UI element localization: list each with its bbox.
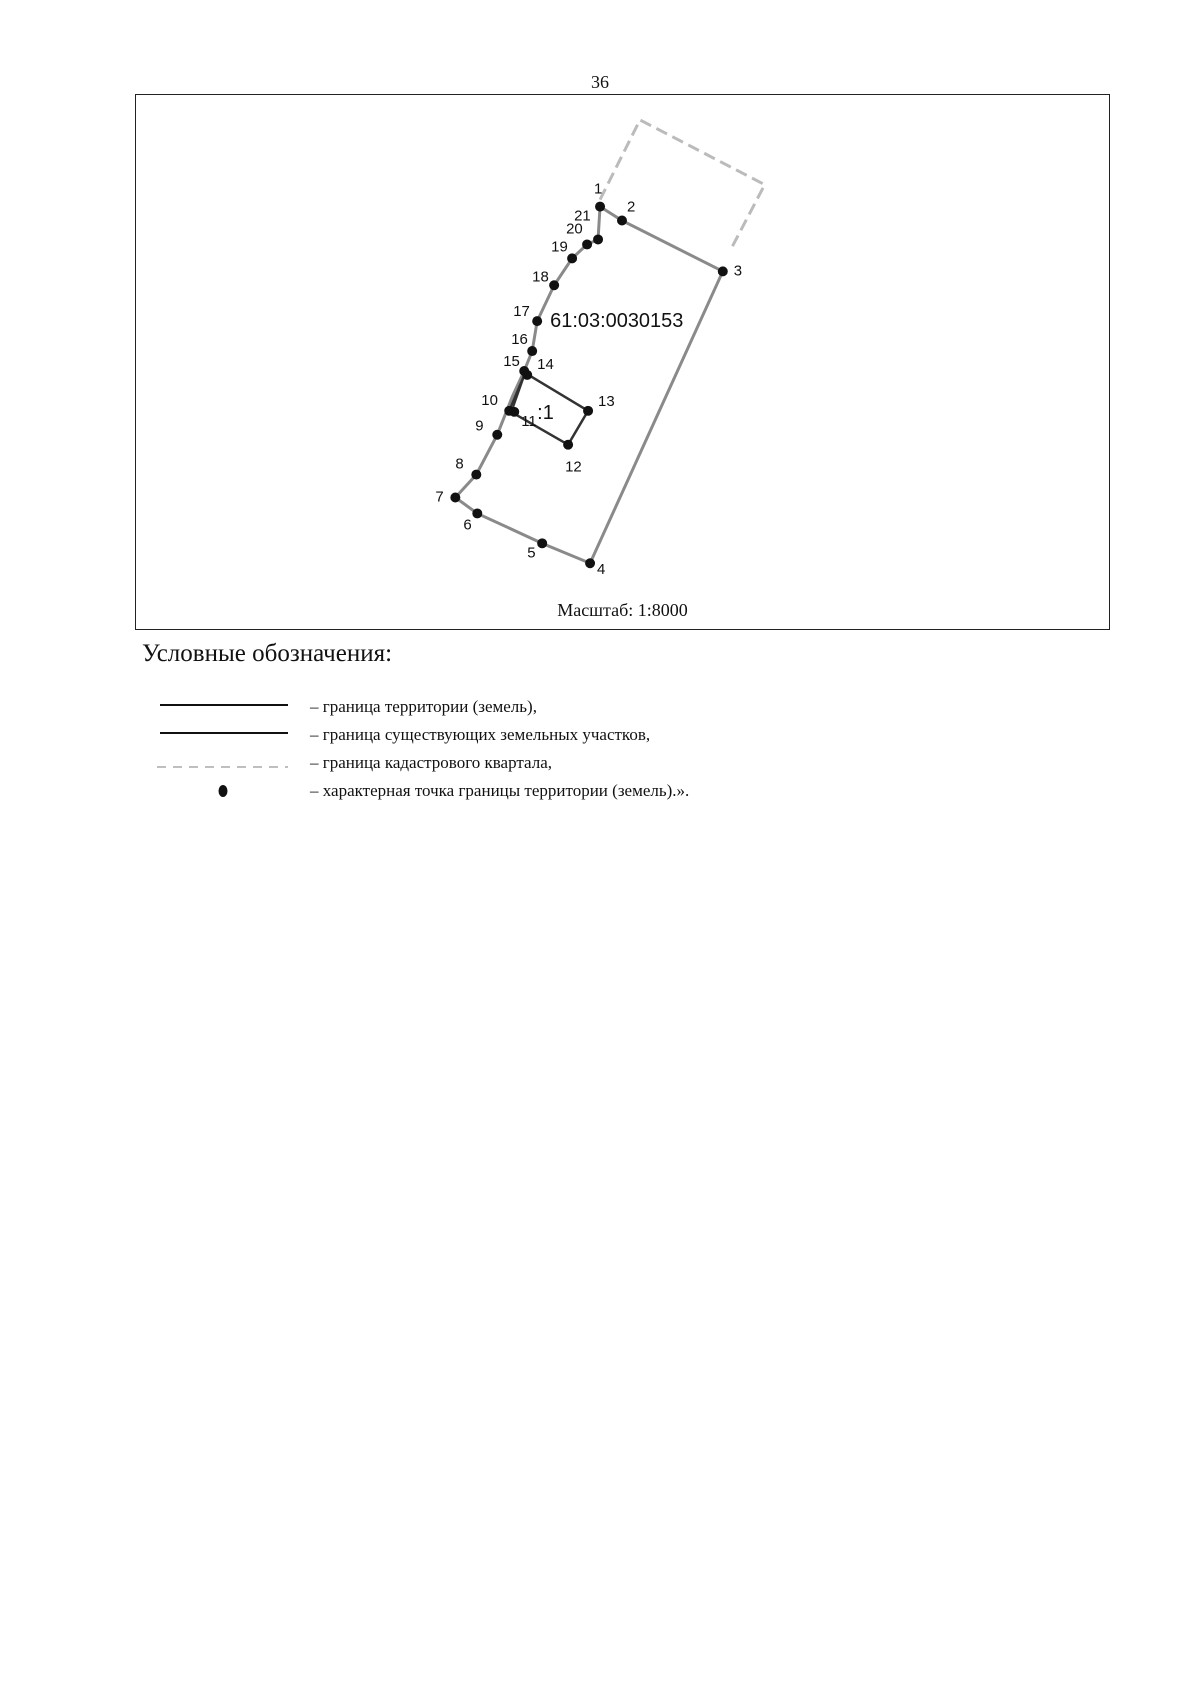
point-label-12: 12 [565, 458, 582, 476]
point-11 [509, 407, 519, 417]
point-label-17: 17 [513, 303, 530, 321]
point-label-18: 18 [532, 268, 549, 286]
point-label-2: 2 [626, 198, 636, 216]
point-7 [450, 493, 460, 503]
solid-line-icon [155, 725, 290, 745]
point-19 [567, 253, 577, 263]
parcel-label: :1 [537, 401, 554, 424]
characteristic-points [450, 202, 727, 569]
point-12 [563, 440, 573, 450]
solid-line-icon [155, 697, 290, 717]
point-label-3: 3 [733, 262, 743, 280]
point-label-11: 11 [521, 412, 537, 430]
point-label-8: 8 [455, 455, 464, 473]
legend-item-point [155, 781, 915, 801]
point-icon [155, 781, 290, 801]
point-20 [582, 239, 592, 249]
point-label-21: 21 [574, 207, 591, 225]
point-label-9: 9 [475, 417, 484, 435]
point-label-15: 15 [503, 352, 520, 370]
point-label-7: 7 [435, 488, 444, 506]
point-16 [527, 346, 537, 356]
point-13 [583, 406, 593, 416]
legend-title: Условные обозначения: [142, 640, 393, 667]
quarter-boundary-line [600, 120, 765, 250]
point-6 [472, 508, 482, 518]
legend-text: – граница кадастрового квартала, [310, 753, 552, 772]
point-label-16: 16 [511, 331, 528, 349]
point-label-1: 1 [594, 180, 603, 198]
dashed-line-icon [155, 753, 290, 773]
legend-text: – граница территории (земель), [310, 697, 537, 716]
legend-item-territory [155, 697, 915, 717]
point-label-10: 10 [481, 391, 498, 409]
point-label-13: 13 [598, 392, 615, 410]
point-2 [617, 216, 627, 226]
cadastral-map [136, 95, 1109, 629]
point-8 [471, 470, 481, 480]
page-number: 36 [591, 72, 609, 92]
point-label-20: 20 [566, 220, 583, 238]
point-1 [595, 202, 605, 212]
quarter-label: 61:03:0030153 [550, 310, 684, 333]
point-17 [532, 316, 542, 326]
legend-item-parcel [155, 725, 915, 745]
point-3 [718, 266, 728, 276]
point-15 [519, 366, 529, 376]
point-21 [593, 234, 603, 244]
legend-text: – граница существующих земельных участков, [310, 725, 651, 744]
map-frame [135, 94, 1110, 630]
point-label-19: 19 [551, 238, 568, 256]
territory-boundary-line [455, 207, 722, 564]
scale-label: Масштаб: 1:8000 [557, 600, 688, 620]
point-5 [537, 538, 547, 548]
point-label-5: 5 [527, 544, 536, 562]
point-18 [549, 280, 559, 290]
legend-text: – характерная точка границы территории (земель).». [310, 781, 690, 800]
legend-item-quarter [155, 753, 915, 773]
point-9 [492, 430, 502, 440]
point-4 [585, 558, 595, 568]
point-label-4: 4 [597, 561, 606, 579]
point-label-6: 6 [463, 516, 472, 534]
point-label-14: 14 [537, 355, 554, 373]
